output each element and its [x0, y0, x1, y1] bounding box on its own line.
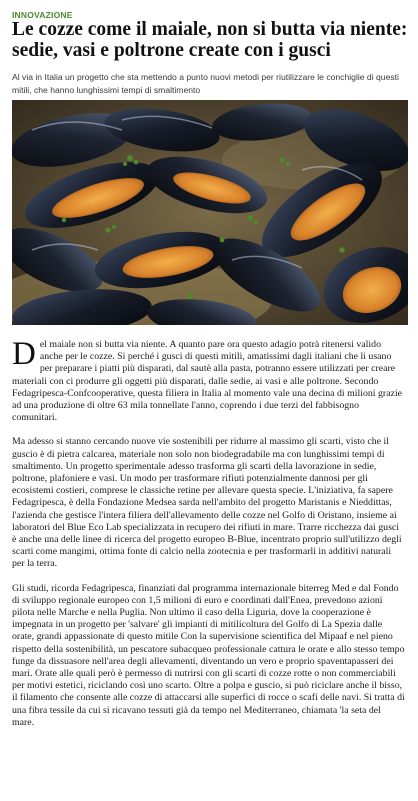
article-paragraph-1	[12, 336, 405, 424]
article-title: Le cozze come il maiale, non si butta via niente: sedie, vasi e poltrone create con i gusci	[12, 19, 408, 61]
article-body	[12, 336, 405, 741]
section-kicker[interactable]: INNOVAZIONE	[12, 10, 73, 20]
hero-image-mussels	[12, 100, 408, 325]
drop-cap: D	[12, 336, 36, 372]
article-paragraph-3: Gli studi, ricorda Fedagripesca, finanziati dal programma internazionale biterreg Med e dal Fondo di sviluppo regionale europeo con 1,5 milioni di euro e coordinati dall'Enea, prevedono azioni pilota nelle Marche e nella Puglia. Non ultimo il caso della Liguria, dove la cooperazione è impegnata in un progetto per 'salvare' gli impianti di mitilicoltura del Golfo di La Spezia dalle orate, grandi appassionate di questo mitile Con la supervisione scientifica del Mipaaf e nel pieno rispetto della sostenibilità, un pescatore subacqueo professionale cattura le orate e allo stesso tempo funge da dissuasore nell'area degli allevamenti, diventando un vero e proprio spaventapasseri dei mari. Orate alle quali però è permesso di nutrirsi con gli scarti di cozze rotte o non commerciabili per motivi estetici, riciclando così uno scarto. Oltre a polpa e guscio, si può riciclare anche il bisso, il filamento che consente alle cozze di attaccarsi alle superfici di rocce o scafi delle navi. Si tratta di una fibra tessile da cui si ricavano tessuti già da tempo nel Mediterraneo, chiamata 'la seta del mare.	[12, 582, 405, 728]
paragraph-1-text: el maiale non si butta via niente. A quanto pare ora questo adagio potrà ritenersi valido anche per le cozze. Si perché i gusci di questi mitili, amatissimi dagli italiani che li usano per preparare i piatti più disparati, dal sautè alla pasta, potranno essere utilizzati per creare materiali con ci produrre gli oggetti più disparati, dalle sedie, ai vasi e alle poltrone. Secondo Fedagripesca-Confcooperative, questa filiera in Italia al momento vale una decina di milioni grazie ad una produzione di oltre 63 mila tonnellate l'anno, coprendo i due terzi del fabbisogno comunitari.	[12, 339, 403, 424]
article-subtitle: Al via in Italia un progetto che sta mettendo a punto nuovi metodi per riutilizzare le conchiglie di questi mitili, che hanno lunghissimi tempi di smaltimento	[12, 72, 399, 95]
article-paragraph-2: Ma adesso si stanno cercando nuove vie sostenibili per ridurre al massimo gli scarti, visto che il guscio è di pietra calcarea, materiale non solo non biodegradabile ma con lunghissimi tempi di smaltimento. Un progetto sperimentale adesso trasforma gli scarti della lavorazione in sedie, poltrone, plafoniere e vasi. Un modo per trasformare rifiuti potenzialmente dannosi per gli ecosistemi costieri, comprese le classiche retine per allevare questa specie. L'iniziativa, fa sapere Fedagripesca, è della Fondazione Medsea sarda nell'ambito del progetto Maristanis e Nieddittas, l'azienda che gestisce l'intera filiera dell'allevamento delle cozze nel Golfo di Oristano, insieme ai laboratori del Blue Eco Lab specializzata in recupero dei rifiuti in mare. Trarre ricchezza dai gusci è anche una delle linee di ricerca del progetto europeo B-Blue, incentrato proprio sull'utilizzo degli scarti come mangimi, ottima fonte di calcio nella zootecnia e per trasformarli in additivi naturali per la terra.	[12, 436, 402, 570]
